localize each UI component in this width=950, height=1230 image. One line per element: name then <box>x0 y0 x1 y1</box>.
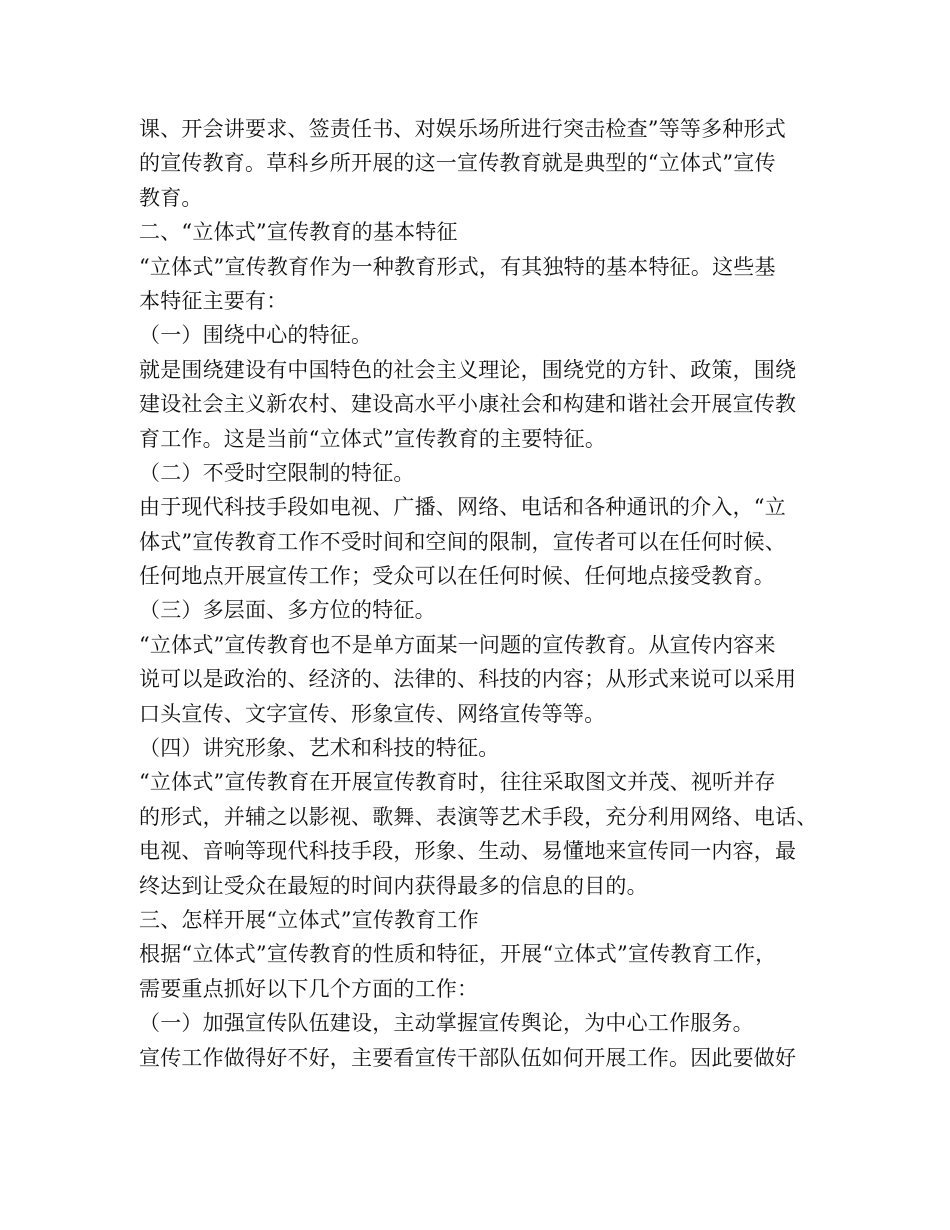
text-line: 就是围绕建设有中国特色的社会主义理论，围绕党的方针、政策，围绕 <box>139 357 797 382</box>
text-line: 终达到让受众在最短的时间内获得最多的信息的目的。 <box>139 873 648 898</box>
text-line: 建设社会主义新农村、建设高水平小康社会和构建和谐社会开展宣传教 <box>139 392 797 417</box>
text-line: 电视、音响等现代科技手段，形象、生动、易懂地来宣传同一内容，最 <box>139 839 797 864</box>
subsection-heading: （一）加强宣传队伍建设，主动掌握宣传舆论，为中心工作服务。 <box>139 1011 754 1036</box>
text-line: 本特征主要有： <box>139 288 288 313</box>
text-line: 需要重点抓好以下几个方面的工作： <box>139 976 479 1001</box>
text-line: 根据“立体式”宣传教育的性质和特征，开展“立体式”宣传教育工作， <box>139 942 777 967</box>
text-line: 宣传工作做得好不好，主要看宣传干部队伍如何开展工作。因此要做好 <box>139 1045 797 1070</box>
text-line: 教育。 <box>139 185 203 210</box>
text-line: 由于现代科技手段如电视、广播、网络、电话和各种通讯的介入，“立 <box>139 495 786 520</box>
text-line: “立体式”宣传教育在开展宣传教育时，往往采取图文并茂、视听并存 <box>139 770 776 795</box>
document-body <box>139 112 839 1075</box>
text-line: 课、开会讲要求、签责任书、对娱乐场所进行突击检查”等等多种形式 <box>139 117 786 141</box>
subsection-heading: （一）围绕中心的特征。 <box>139 323 373 348</box>
text-line: “立体式”宣传教育作为一种教育形式，有其独特的基本特征。这些基 <box>139 254 776 279</box>
text-line: 育工作。这是当前“立体式”宣传教育的主要特征。 <box>139 426 607 451</box>
text-line: 说可以是政治的、经济的、法律的、科技的内容；从形式来说可以采用 <box>139 667 797 692</box>
text-line: “立体式”宣传教育也不是单方面某一问题的宣传教育。从宣传内容来 <box>139 632 776 657</box>
text-line: 体式”宣传教育工作不受时间和空间的限制，宣传者可以在任何时候、 <box>139 529 786 554</box>
text-line: 的形式，并辅之以影视、歌舞、表演等艺术手段，充分利用网络、电话、 <box>139 804 818 829</box>
subsection-heading: （三）多层面、多方位的特征。 <box>139 598 436 623</box>
section-heading: 三、怎样开展“立体式”宣传教育工作 <box>139 907 479 932</box>
subsection-heading: （二）不受时空限制的特征。 <box>139 460 415 485</box>
text-line: 任何地点开展宣传工作；受众可以在任何时候、任何地点接受教育。 <box>139 564 775 589</box>
text-line: 的宣传教育。草科乡所开展的这一宣传教育就是典型的“立体式”宣传 <box>139 151 776 176</box>
section-heading: 二、“立体式”宣传教育的基本特征 <box>139 220 458 245</box>
subsection-heading: （四）讲究形象、艺术和科技的特征。 <box>139 736 500 761</box>
text-line: 口头宣传、文字宣传、形象宣传、网络宣传等等。 <box>139 701 606 726</box>
